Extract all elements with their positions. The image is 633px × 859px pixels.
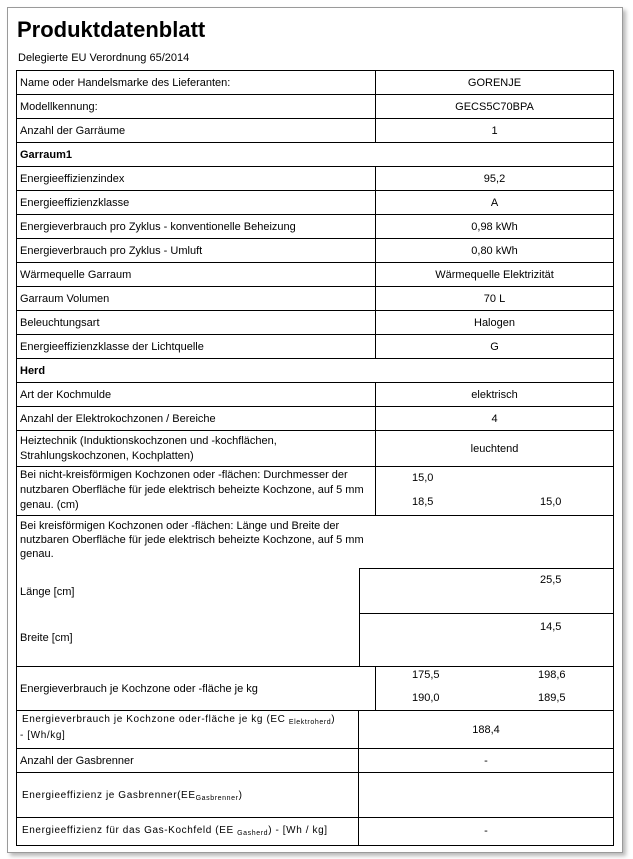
table-row xyxy=(16,334,614,359)
table-row xyxy=(16,406,614,431)
section-heading: Herd xyxy=(16,359,614,383)
row-label: Energieverbrauch pro Zyklus - Umluft xyxy=(16,239,375,263)
row-label: Energieverbrauch je Kochzone oder -fläche je kg xyxy=(16,667,375,711)
table-row xyxy=(16,166,614,191)
row-value: A xyxy=(375,191,614,215)
row-value xyxy=(358,773,614,818)
row-label: Anzahl der Garräume xyxy=(16,119,375,143)
table-row xyxy=(16,382,614,407)
ee-gas-hob-label: Energieeffizienz für das Gas-Kochfeld (EE $_{Gasherd}$) - [Wh / kg] xyxy=(22,825,328,837)
table-row xyxy=(16,70,614,95)
table-row xyxy=(16,286,614,311)
section-row-garraum xyxy=(16,142,614,167)
row-value-cell xyxy=(375,467,614,516)
row-value: Wärmequelle Elektrizität xyxy=(375,263,614,287)
zone-diameter-value: 15,0 xyxy=(412,472,434,484)
row-value: 1 xyxy=(375,119,614,143)
page-title: Produktdatenblatt xyxy=(17,17,206,42)
row-label: Modellkennung: xyxy=(16,95,375,119)
zone-energy-value: 198,6 xyxy=(538,669,566,681)
zone-energy-value: 190,0 xyxy=(412,692,440,704)
table-row xyxy=(16,430,614,467)
length-label: Länge [cm] xyxy=(20,586,75,598)
table-row xyxy=(16,748,614,773)
row-label: Wärmequelle Garraum xyxy=(16,263,375,287)
row-value: G xyxy=(375,335,614,359)
row-value: 70 L xyxy=(375,287,614,311)
width-value: 14,5 xyxy=(540,621,562,633)
row-label: Energieeffizienzindex xyxy=(16,167,375,191)
length-value: 25,5 xyxy=(540,574,562,586)
dimensions-box xyxy=(359,568,614,666)
ee-gas-burner-label: Energieeffizienz je $Gasbrenner(EE_{Gasbrenner})$ xyxy=(22,790,243,802)
ee-gas-burner-row xyxy=(16,772,614,818)
section-row-herd xyxy=(16,358,614,383)
zone-energy-value: 189,5 xyxy=(538,692,566,704)
zone-diameter-value: 18,5 xyxy=(412,496,434,508)
row-label: Bei nicht-kreisförmigen Kochzonen oder -flächen: Durchmesser der nutzbaren Oberfläche für jede elektrisch beheizte Kochzone, auf 5 mm genau. (cm) xyxy=(16,467,375,516)
table-row xyxy=(16,262,614,287)
row-label: Name oder Handelsmarke des Lieferanten: xyxy=(16,71,375,95)
row-label: Heiztechnik (Induktionskochzonen und -kochflächen, Strahlungskochzonen, Kochplatten) xyxy=(16,431,375,467)
ec-electric-label: Energieverbrauch je Kochzone oder-fläche je kg (EC $_{Elektroherd}$) xyxy=(22,714,336,726)
table-row xyxy=(16,190,614,215)
circular-zones-label: Bei kreisförmigen Kochzonen oder -flächen: Länge und Breite der nutzbaren Oberfläche für jede elektrisch beheizte Kochzone, auf 5 mm genau. xyxy=(20,520,364,560)
table-row xyxy=(16,310,614,335)
row-value: 4 xyxy=(375,407,614,431)
circular-zones-block xyxy=(16,515,614,667)
row-value: - xyxy=(358,749,614,773)
row-value: 0,80 kWh xyxy=(375,239,614,263)
row-label: Energieverbrauch pro Zyklus - konventionelle Beheizung xyxy=(16,215,375,239)
row-value: GORENJE xyxy=(375,71,614,95)
row-value: 95,2 xyxy=(375,167,614,191)
row-label: Energieeffizienzklasse xyxy=(16,191,375,215)
row-value: 188,4 xyxy=(358,711,614,749)
ec-electric-row xyxy=(16,710,614,749)
ec-electric-unit: - [Wh/kg] xyxy=(20,730,66,741)
section-heading: Garraum1 xyxy=(16,143,614,167)
table-row xyxy=(16,238,614,263)
row-value: elektrisch xyxy=(375,383,614,407)
energy-per-zone-row xyxy=(16,666,614,711)
row-value: 0,98 kWh xyxy=(375,215,614,239)
row-value: GECS5C70BPA xyxy=(375,95,614,119)
row-label: Anzahl der Gasbrenner xyxy=(16,749,375,773)
dimensions-divider xyxy=(359,613,614,614)
row-label: Garraum Volumen xyxy=(16,287,375,311)
ee-gas-hob-row xyxy=(16,817,614,846)
row-label: Anzahl der Elektrokochzonen / Bereiche xyxy=(16,407,375,431)
width-label: Breite [cm] xyxy=(20,632,73,644)
regulation-subtitle: Delegierte EU Verordnung 65/2014 xyxy=(18,52,190,64)
table-row xyxy=(16,118,614,143)
table-row xyxy=(16,94,614,119)
zone-diameter-value: 15,0 xyxy=(540,496,562,508)
row-value: - xyxy=(358,818,614,845)
row-value: leuchtend xyxy=(375,431,614,467)
table-row xyxy=(16,214,614,239)
zone-energy-value: 175,5 xyxy=(412,669,440,681)
row-label: Beleuchtungsart xyxy=(16,311,375,335)
row-value: Halogen xyxy=(375,311,614,335)
non-circular-zones-row xyxy=(16,466,614,516)
row-label: Art der Kochmulde xyxy=(16,383,375,407)
row-value-cell xyxy=(375,667,614,711)
row-label: Energieeffizienzklasse der Lichtquelle xyxy=(16,335,375,359)
